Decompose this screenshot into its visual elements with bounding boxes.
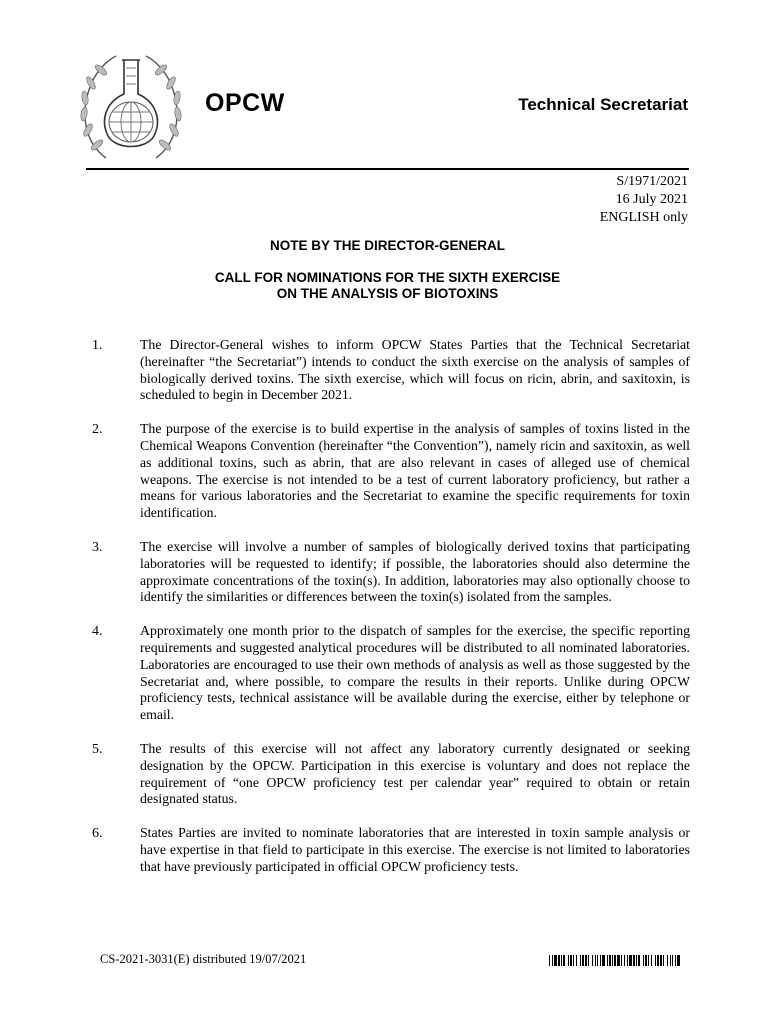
paragraph [86, 421, 690, 522]
paragraph-text: The results of this exercise will not affect any laboratory currently designated or seeking designation by the OPCW. Participation in this exercise is voluntary and does not replace the requirement of “one OPCW proficiency test per calendar year” required to obtain or retain designated status. [140, 740, 690, 807]
opcw-logo-icon [76, 50, 186, 166]
document-title-line-1: CALL FOR NOMINATIONS FOR THE SIXTH EXERCISE [214, 270, 561, 285]
document-symbol: S/1971/2021 [616, 174, 688, 189]
paragraph-number: 4. [92, 624, 103, 640]
paragraph-text: The purpose of the exercise is to build expertise in the analysis of samples of toxins listed in the Chemical Weapons Convention (hereinafter “the Convention”), namely ricin and saxitoxin, as well as additional toxins, such as abrin, that are also relevant in cases of alleged use of chemical weapons. The exercise is not intended to be a test of current laboratory proficiency, but rather a means for various laboratories and the Secretariat to examine the specific requirements for toxin identification. [140, 421, 690, 521]
paragraph [86, 337, 690, 404]
document-metadata [600, 173, 688, 227]
paragraph-number: 1. [92, 338, 103, 353]
paragraph-list [86, 337, 690, 893]
paragraph-text: The Director-General wishes to inform OPCW States Parties that the Technical Secretariat (hereinafter “the Secretariat”) intends to conduct the sixth exercise on the analysis of samples of biologically derived toxins. The sixth exercise, which will focus on ricin, abrin, and saxitoxin, is scheduled to begin in December 2021. [140, 337, 690, 403]
department-name: Technical Secretariat [518, 95, 688, 114]
header-divider [86, 168, 689, 170]
paragraph-number: 5. [92, 741, 103, 757]
document-language: ENGLISH only [599, 210, 688, 225]
document-title-line-2: ON THE ANALYSIS OF BIOTOXINS [276, 286, 499, 301]
document-date: 16 July 2021 [615, 192, 688, 207]
paragraph [86, 623, 690, 724]
paragraph-number: 6. [92, 826, 103, 842]
paragraph [86, 741, 690, 808]
organization-name: OPCW [205, 89, 285, 117]
paragraph [86, 825, 690, 875]
paragraph-text: States Parties are invited to nominate laboratories that are interested in toxin sample analysis or have expertise in that field to participate in this exercise. The exercise is not limited to laboratories that have previously participated in official OPCW proficiency tests. [140, 825, 690, 874]
paragraph-text: Approximately one month prior to the dispatch of samples for the exercise, the specific reporting requirements and suggested analytical procedures will be distributed to all nominated laboratories. Laboratories are encouraged to use their own methods of analysis as well as those suggested by the Secretariat and, where possible, to compare the results in their reports. Unlike during OPCW proficiency tests, technical assistance will be available during the exercise, either by telephone or email. [140, 623, 690, 723]
paragraph-number: 2. [92, 422, 103, 438]
document-title [86, 270, 689, 302]
paragraph [86, 539, 690, 606]
distribution-footer: CS-2021-3031(E) distributed 19/07/2021 [100, 952, 307, 966]
paragraph-number: 3. [92, 539, 103, 555]
paragraph-text: The exercise will involve a number of samples of biologically derived toxins that participating laboratories will be requested to identify; if possible, the laboratories should also determine the approximate concentrations of the toxin(s). In addition, laboratories may also optionally choose to identify the similarities or differences between the toxin(s) isolated from the samples. [140, 538, 690, 605]
barcode-icon [549, 955, 682, 966]
note-title: NOTE BY THE DIRECTOR-GENERAL [269, 238, 506, 253]
